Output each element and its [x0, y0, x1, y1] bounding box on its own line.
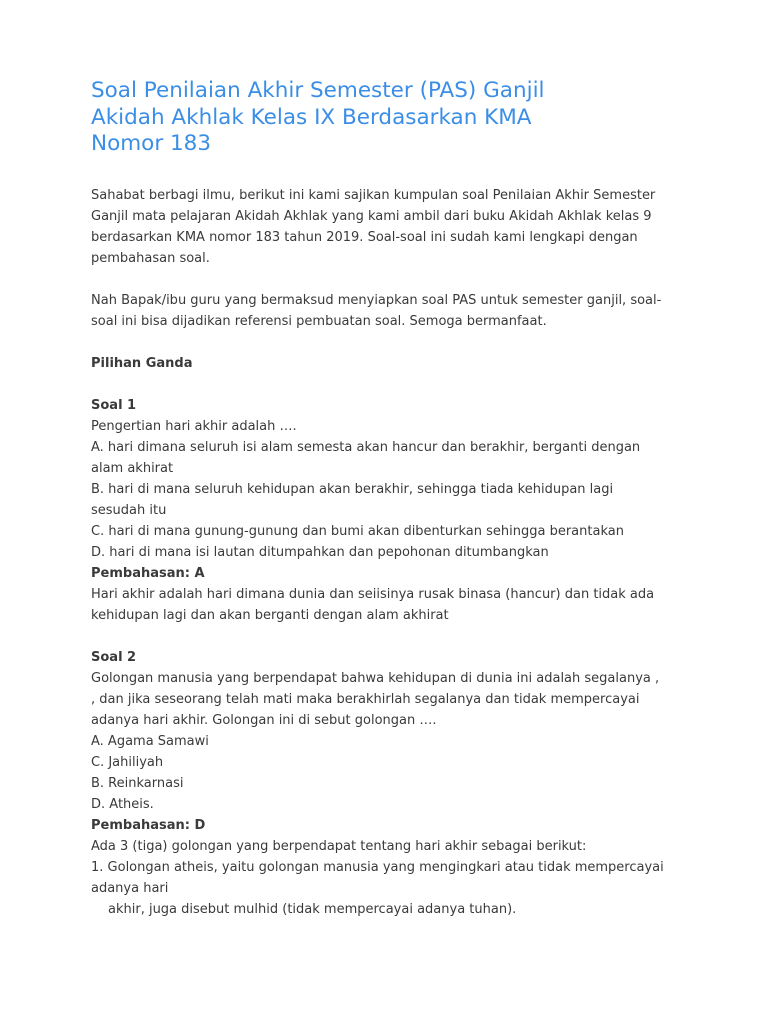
title-line: Nomor 183: [91, 131, 212, 156]
page-title: [91, 78, 676, 158]
paragraph-line: soal ini bisa dijadikan referensi pembuatan soal. Semoga bermanfaat.: [91, 313, 547, 329]
answer-label: Pembahasan: D: [91, 817, 206, 833]
title-line: Akidah Akhlak Kelas IX Berdasarkan KMA: [91, 104, 532, 130]
option-line: alam akhirat: [91, 460, 174, 476]
question-text: adanya hari akhir. Golongan ini di sebut golongan ….: [91, 712, 437, 728]
option-line: C. Jahiliyah: [91, 754, 164, 770]
option-line: A. Agama Samawi: [91, 733, 209, 749]
article-body: [91, 185, 676, 920]
option-line: D. Atheis.: [91, 796, 154, 812]
option-line: B. Reinkarnasi: [91, 775, 184, 791]
question-block-1: [91, 395, 676, 626]
question-block-2: [91, 647, 676, 920]
question-heading: Soal 2: [91, 649, 137, 665]
paragraph-line: Nah Bapak/ibu guru yang bermaksud menyiapkan soal PAS untuk semester ganjil, soal-: [91, 292, 662, 308]
question-text: Golongan manusia yang berpendapat bahwa kehidupan di dunia ini adalah segalanya ,: [91, 670, 660, 686]
explanation-line-indented: akhir, juga disebut mulhid (tidak mempercayai adanya tuhan).: [108, 901, 517, 917]
paragraph-line: pembahasan soal.: [91, 250, 210, 266]
explanation-line: kehidupan lagi dan akan berganti dengan alam akhirat: [91, 607, 449, 623]
intro-paragraph: [91, 185, 676, 269]
option-line: C. hari di mana gunung-gunung dan bumi akan dibenturkan sehingga berantakan: [91, 523, 624, 539]
explanation-line: adanya hari: [91, 880, 169, 896]
explanation-line: Ada 3 (tiga) golongan yang berpendapat tentang hari akhir sebagai berikut:: [91, 838, 587, 854]
option-line: D. hari di mana isi lautan ditumpahkan dan pepohonan ditumbangkan: [91, 544, 549, 560]
title-line: Soal Penilaian Akhir Semester (PAS) Ganjil: [91, 78, 545, 103]
paragraph-line: Ganjil mata pelajaran Akidah Akhlak yang kami ambil dari buku Akidah Akhlak kelas 9: [91, 208, 652, 224]
question-heading: Soal 1: [91, 397, 137, 413]
paragraph-line: berdasarkan KMA nomor 183 tahun 2019. Soal-soal ini sudah kami lengkapi dengan: [91, 229, 638, 245]
option-line: sesudah itu: [91, 502, 167, 518]
question-text: Pengertian hari akhir adalah ….: [91, 418, 297, 434]
explanation-line: 1. Golongan atheis, yaitu golongan manusia yang mengingkari atau tidak mempercayai: [91, 859, 664, 875]
option-line: B. hari di mana seluruh kehidupan akan berakhir, sehingga tiada kehidupan lagi: [91, 481, 614, 497]
question-text: , dan jika seseorang telah mati maka berakhirlah segalanya dan tidak mempercayai: [91, 691, 640, 707]
explanation-line: Hari akhir adalah hari dimana dunia dan seiisinya rusak binasa (hancur) dan tidak ada: [91, 586, 655, 602]
paragraph-line: Sahabat berbagi ilmu, berikut ini kami sajikan kumpulan soal Penilaian Akhir Semester: [91, 187, 656, 203]
section-heading: Pilihan Ganda: [91, 355, 193, 371]
intro-paragraph-2: [91, 290, 676, 332]
answer-label: Pembahasan: A: [91, 565, 205, 581]
option-line: A. hari dimana seluruh isi alam semesta akan hancur dan berakhir, berganti dengan: [91, 439, 641, 455]
